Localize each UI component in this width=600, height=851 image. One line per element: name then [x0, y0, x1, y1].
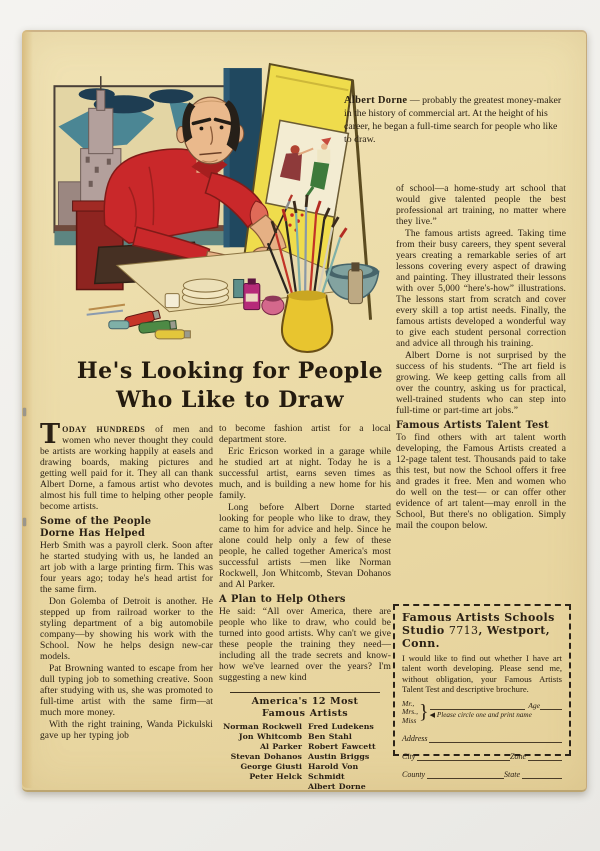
paragraph: Albert Dorne is not surprised by the success of his students. “The art field is growing. We keep getting calls from all over the country, asking us for practical, well-trained students who can step into full-time or part-time art jobs.” [396, 351, 566, 416]
artist-name: Harold Von Schmidt [308, 762, 359, 781]
coupon-school-address: Studio 7713, Westport, Conn. [402, 624, 550, 650]
zone-label: Zone [510, 751, 526, 761]
artist-name: Ben Stahl [308, 732, 352, 741]
artist-name: Al Parker [259, 742, 302, 751]
artist-name: Robert Fawcett [308, 742, 376, 751]
artists-column-right [305, 722, 391, 792]
pink-jar [262, 296, 284, 315]
paragraph: Pat Browning wanted to escape from her dull typing job to something creative. Soon after studying with us, she was promoted to full-time artist with the same firm—at much more money. [40, 664, 213, 718]
palette-stack [183, 279, 227, 292]
ink-bottle-teal [234, 279, 244, 297]
page-title-line2: Who Like to Draw [115, 387, 345, 413]
coupon-body-text: I would like to find out whether I have art talent worth developing. Please send me, without obligation, your Famous Artists Talent Test and descriptive brochure. [402, 653, 562, 694]
paint-tube-yellow [155, 330, 190, 339]
artist-name: George Giusti [240, 762, 302, 771]
paragraph: Don Golemba of Detroit is another. He stepped up from railroad worker to the styling department of a big automobile company—by showing his work with the School. Now he helps design new-car models. [40, 597, 213, 662]
caption-text: — probably the greatest money-maker in the history of commercial art. At the height of his career, he began a full-time search for people who like to draw. [344, 94, 562, 145]
mail-in-coupon [393, 604, 571, 779]
divider [230, 692, 380, 693]
state-field-line [522, 769, 562, 779]
coupon-school-name: Famous Artists Schools [402, 611, 555, 624]
city-zone-row [402, 751, 562, 761]
staple-top [23, 408, 26, 416]
address-label: Address [402, 733, 428, 743]
artist-name: Peter Helck [249, 772, 302, 781]
salutation-options: Mr., Mrs., Miss [402, 699, 419, 725]
pencil [89, 305, 125, 310]
middle-column [219, 424, 391, 792]
artist-name: Stevan Dohanos [230, 752, 302, 761]
subhead-plan-to-help: A Plan to Help Others [219, 594, 346, 605]
famous-artists-list: America's 12 Most Famous Artists Norman Rockwell Jon Whitcomb Al Parker Stevan Dohanos George Giusti Peter Helck Fred Ludekens Ben Stahl Robert Fawcett Austin Briggs Harold Von Schmidt Albert Dorne [219, 692, 391, 792]
county-label: County [402, 769, 426, 779]
state-label: State [504, 769, 520, 779]
left-arrow-icon: ◀ [429, 711, 436, 720]
age-field-line [540, 700, 562, 710]
age-label: Age [528, 700, 540, 710]
page-title-line1: He's Looking for People [76, 358, 384, 384]
county-state-row [402, 769, 562, 779]
paragraph: To find others with art talent worth developing, the Famous Artists created a 12-page talent test. Thousands paid to take this test, but now the School offers it free and grades it free. Men and women who do well on the test— or can offer other evidence of art talent—may enroll in the School, But there's no obligation. Simply mail the coupon below. [396, 433, 566, 531]
artist-name: Austin Briggs [308, 752, 370, 761]
address-row [402, 733, 562, 743]
subhead-talent-test: Famous Artists Talent Test [396, 420, 549, 431]
county-field-line [427, 769, 504, 779]
paragraph: TODAY HUNDREDS of men and women who never thought they could be artists are working happily at easels and drawing boards, making pictures and getting well paid for it. They all can thank Albert Dorne, a famous artist who devotes almost his full time to helping other people become artists. [40, 419, 213, 512]
caption-name: Albert Dorne [344, 94, 408, 106]
name-field-line [430, 700, 526, 710]
staple-bottom [23, 518, 26, 526]
caption [344, 94, 566, 146]
albert-dorne-illustration [28, 56, 396, 358]
right-column [396, 184, 566, 533]
drop-cap: T [40, 419, 61, 450]
paragraph: The famous artists agreed. Taking time from their busy careers, they spent several years creating a remarkable series of art lessons covering every aspect of drawing and painting. They illustrated their lessons with over 5,000 “here's-how” illustrations. The lessons start from scratch and cover every skill a top artist needs. Finally, the famous artists developed a wonderful way to give each student personal correction and advice all through his training. [396, 229, 566, 349]
city-label: City [402, 751, 416, 761]
paint-tube-teal [109, 321, 129, 329]
pencil [87, 311, 123, 315]
artist-name: Fred Ludekens [308, 722, 374, 731]
page-title [70, 357, 390, 415]
brace-glyph: } [419, 701, 429, 724]
left-column [40, 419, 213, 743]
paragraph: Eric Ericson worked in a garage while he studied art at night. Today he is a successful artist, earns seven times as much, and is building a new home for his family. [219, 447, 391, 501]
artists-column-left [219, 722, 305, 792]
address-field-line [429, 733, 562, 743]
artist-name: Jon Whitcomb [238, 732, 302, 741]
artist-name: Albert Dorne [308, 782, 366, 791]
artist-name: Norman Rockwell [223, 722, 302, 731]
subhead-people-helped: Some of the People Dorne Has Helped [40, 516, 152, 539]
lead-caps: ODAY HUNDREDS [62, 425, 146, 434]
paragraph: Long before Albert Dorne started looking for people who like to draw, they came to him for advice and help. Since he alone could help only a few of these people, he called together America's most successful artists —men like Norman Rockwell, Jon Whitcomb, Stevan Dohanos and Al Parker. [219, 503, 391, 590]
zone-field-line [528, 751, 562, 761]
city-field-line [417, 751, 510, 761]
circle-note: ◀ Please circle one and print name [429, 711, 532, 720]
salutation-row [402, 700, 562, 725]
ink-bottle-magenta [244, 278, 260, 309]
paragraph: Herb Smith was a payroll clerk. Soon after he started studying with us, he landed an art job with a large printing firm. This was four years ago; today he's head artist for the same firm. [40, 541, 213, 595]
paragraph: With the right training, Wanda Pickulski gave up her typing job [40, 720, 213, 741]
paragraph: to become fashion artist for a local department store. [219, 424, 391, 445]
paragraph: He said: “All over America, there are people who like to draw, who could be turned into good artists. Why can't we give these people the training they need—including all the trade secrets and know-how we've learned over the years? I'm suggesting a new kind [219, 607, 391, 683]
paragraph: of school—a home-study art school that would give talented people the best professional art training, no matter where they live.” [396, 184, 566, 227]
